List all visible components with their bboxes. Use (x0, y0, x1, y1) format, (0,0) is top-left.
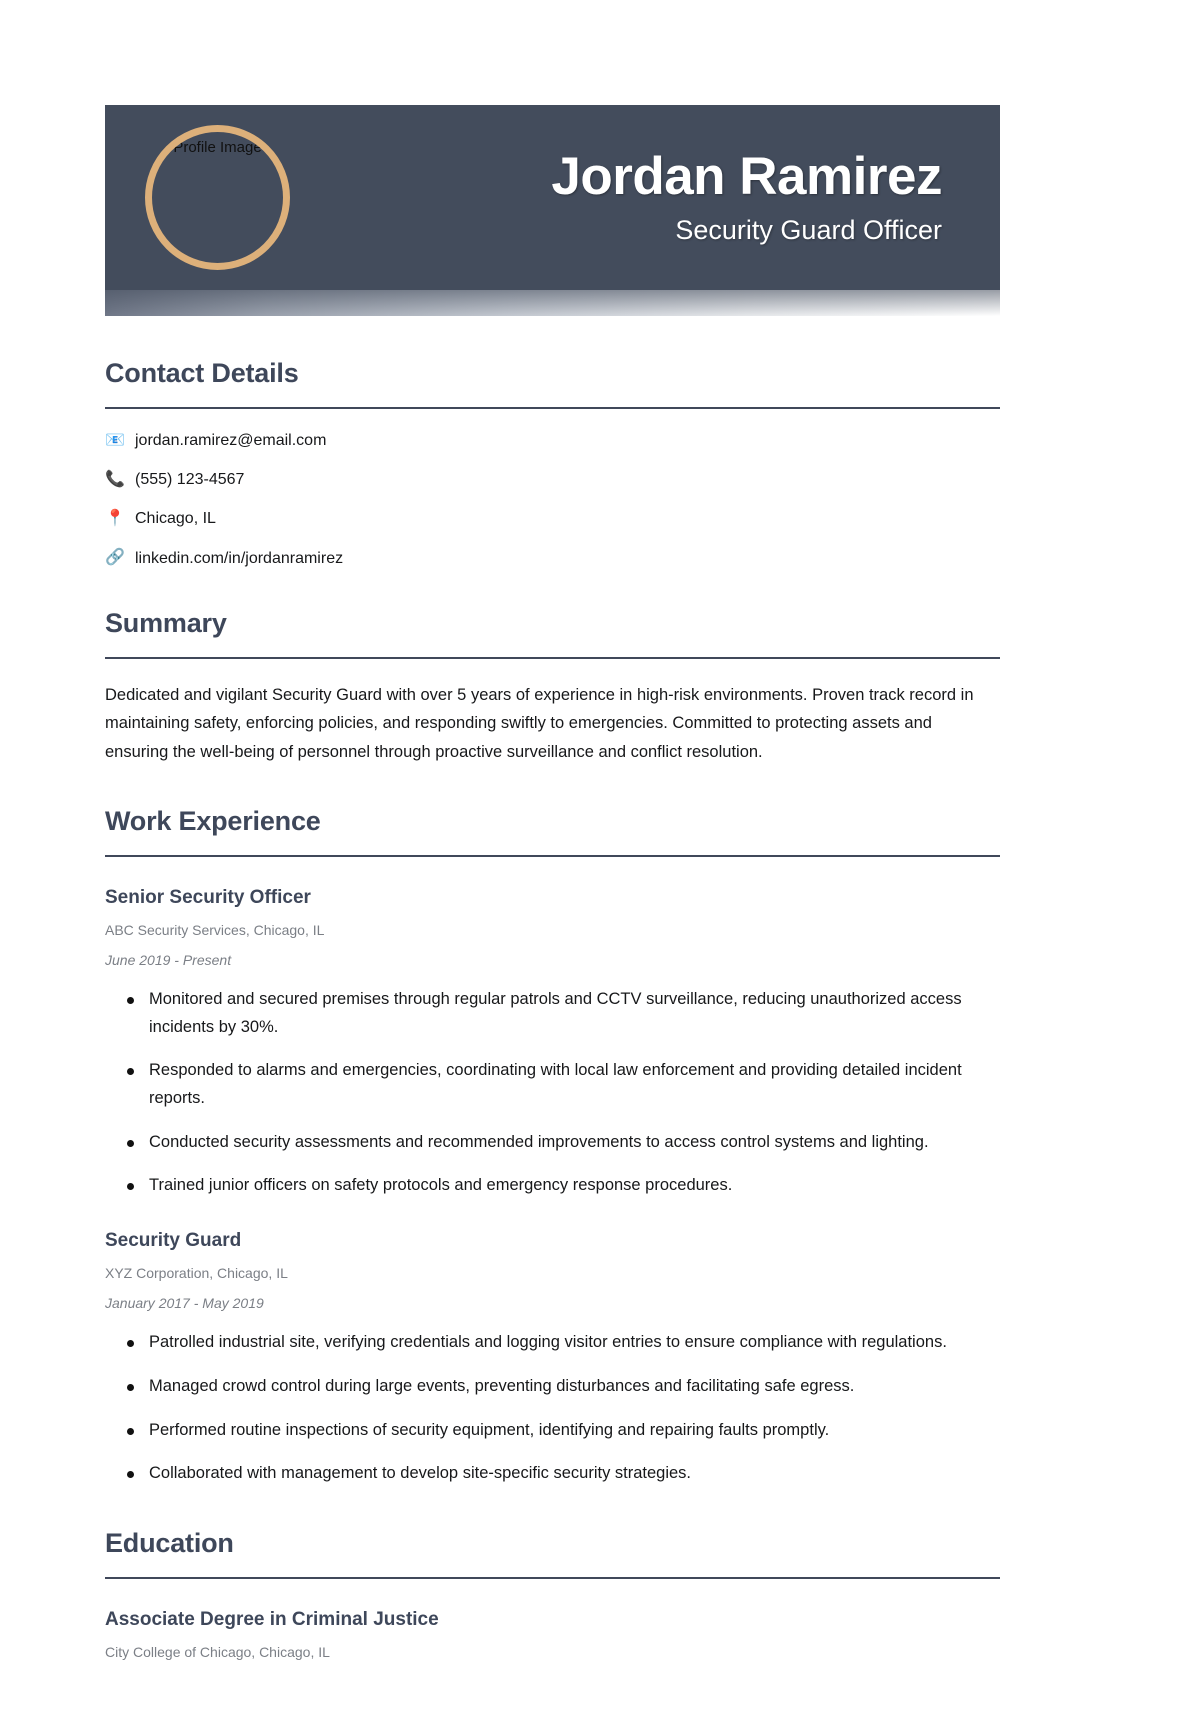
email-icon: 📧 (105, 431, 125, 449)
section-divider (105, 407, 1000, 409)
phone-icon: 📞 (105, 470, 125, 488)
job-bullet: Monitored and secured premises through regular patrols and CCTV surveillance, reducing unauthorized access incidents by 30%. (127, 986, 1000, 1041)
section-work-experience (105, 806, 1000, 1488)
contact-linkedin-value: linkedin.com/in/jordanramirez (135, 549, 344, 567)
section-divider (105, 657, 1000, 659)
resume-header (105, 105, 1000, 316)
job-entry (105, 887, 1000, 1200)
contact-item-phone[interactable] (105, 470, 1000, 489)
section-heading-contact: Contact Details (105, 358, 299, 388)
job-title-subtitle: Security Guard Officer (675, 215, 942, 246)
resume-content (0, 358, 1200, 1720)
job-title: Security Guard (105, 1230, 242, 1252)
section-summary (105, 608, 1000, 766)
job-bullet: Responded to alarms and emergencies, coordinating with local law enforcement and providing detailed incident reports. (127, 1057, 1000, 1112)
job-company: ABC Security Services, Chicago, IL (105, 921, 325, 938)
education-entry (105, 1609, 1000, 1660)
contact-location-value: Chicago, IL (135, 510, 216, 528)
location-pin-icon: 📍 (105, 509, 125, 527)
contact-item-email[interactable] (105, 431, 1000, 450)
avatar[interactable] (145, 125, 290, 270)
section-heading-experience: Work Experience (105, 805, 321, 836)
job-entry (105, 1230, 1000, 1488)
job-title: Senior Security Officer (105, 886, 311, 908)
job-bullet: Patrolled industrial site, verifying credentials and logging visitor entries to ensure compliance with regulations. (127, 1329, 1000, 1357)
contact-email-value: jordan.ramirez@email.com (135, 432, 327, 449)
section-heading-summary: Summary (105, 607, 227, 638)
job-dates: January 2017 - May 2019 (105, 1295, 264, 1312)
job-bullet-list (105, 986, 1000, 1200)
job-bullet: Conducted security assessments and recommended improvements to access control systems and lighting. (127, 1129, 1000, 1157)
contact-list (105, 431, 1000, 568)
section-divider (105, 855, 1000, 857)
section-education (105, 1528, 1000, 1660)
contact-item-linkedin[interactable] (105, 549, 1000, 568)
job-bullet: Collaborated with management to develop site-specific security strategies. (127, 1460, 1000, 1488)
header-banner (105, 105, 1000, 290)
section-divider (105, 1577, 1000, 1579)
job-bullet: Trained junior officers on safety protocols and emergency response procedures. (127, 1172, 1000, 1200)
avatar-placeholder-label: Profile Image (173, 139, 262, 156)
contact-item-location[interactable] (105, 509, 1000, 528)
page-title: Jordan Ramirez (551, 146, 942, 206)
section-heading-education: Education (105, 1528, 234, 1559)
header-text-block (551, 146, 970, 247)
header-shadow-strip (105, 290, 1000, 316)
job-bullet: Managed crowd control during large events, preventing disturbances and facilitating safe egress. (127, 1373, 1000, 1401)
job-bullet: Performed routine inspections of security equipment, identifying and repairing faults promptly. (127, 1417, 1000, 1445)
link-icon: 🔗 (105, 549, 125, 567)
summary-paragraph: Dedicated and vigilant Security Guard with over 5 years of experience in high-risk environments. Proven track record in maintaining safety, enforcing policies, and responding swiftly to emergencies. Committed to protecting assets and ensuring the well-being of personnel through proactive surveillance and conflict resolution. (105, 685, 974, 761)
section-contact-details (105, 358, 1000, 568)
education-school: City College of Chicago, Chicago, IL (105, 1644, 330, 1661)
job-company: XYZ Corporation, Chicago, IL (105, 1265, 288, 1282)
job-dates: June 2019 - Present (105, 951, 232, 968)
job-bullet-list (105, 1329, 1000, 1488)
contact-phone-value: (555) 123-4567 (135, 471, 245, 489)
education-degree: Associate Degree in Criminal Justice (105, 1609, 439, 1631)
